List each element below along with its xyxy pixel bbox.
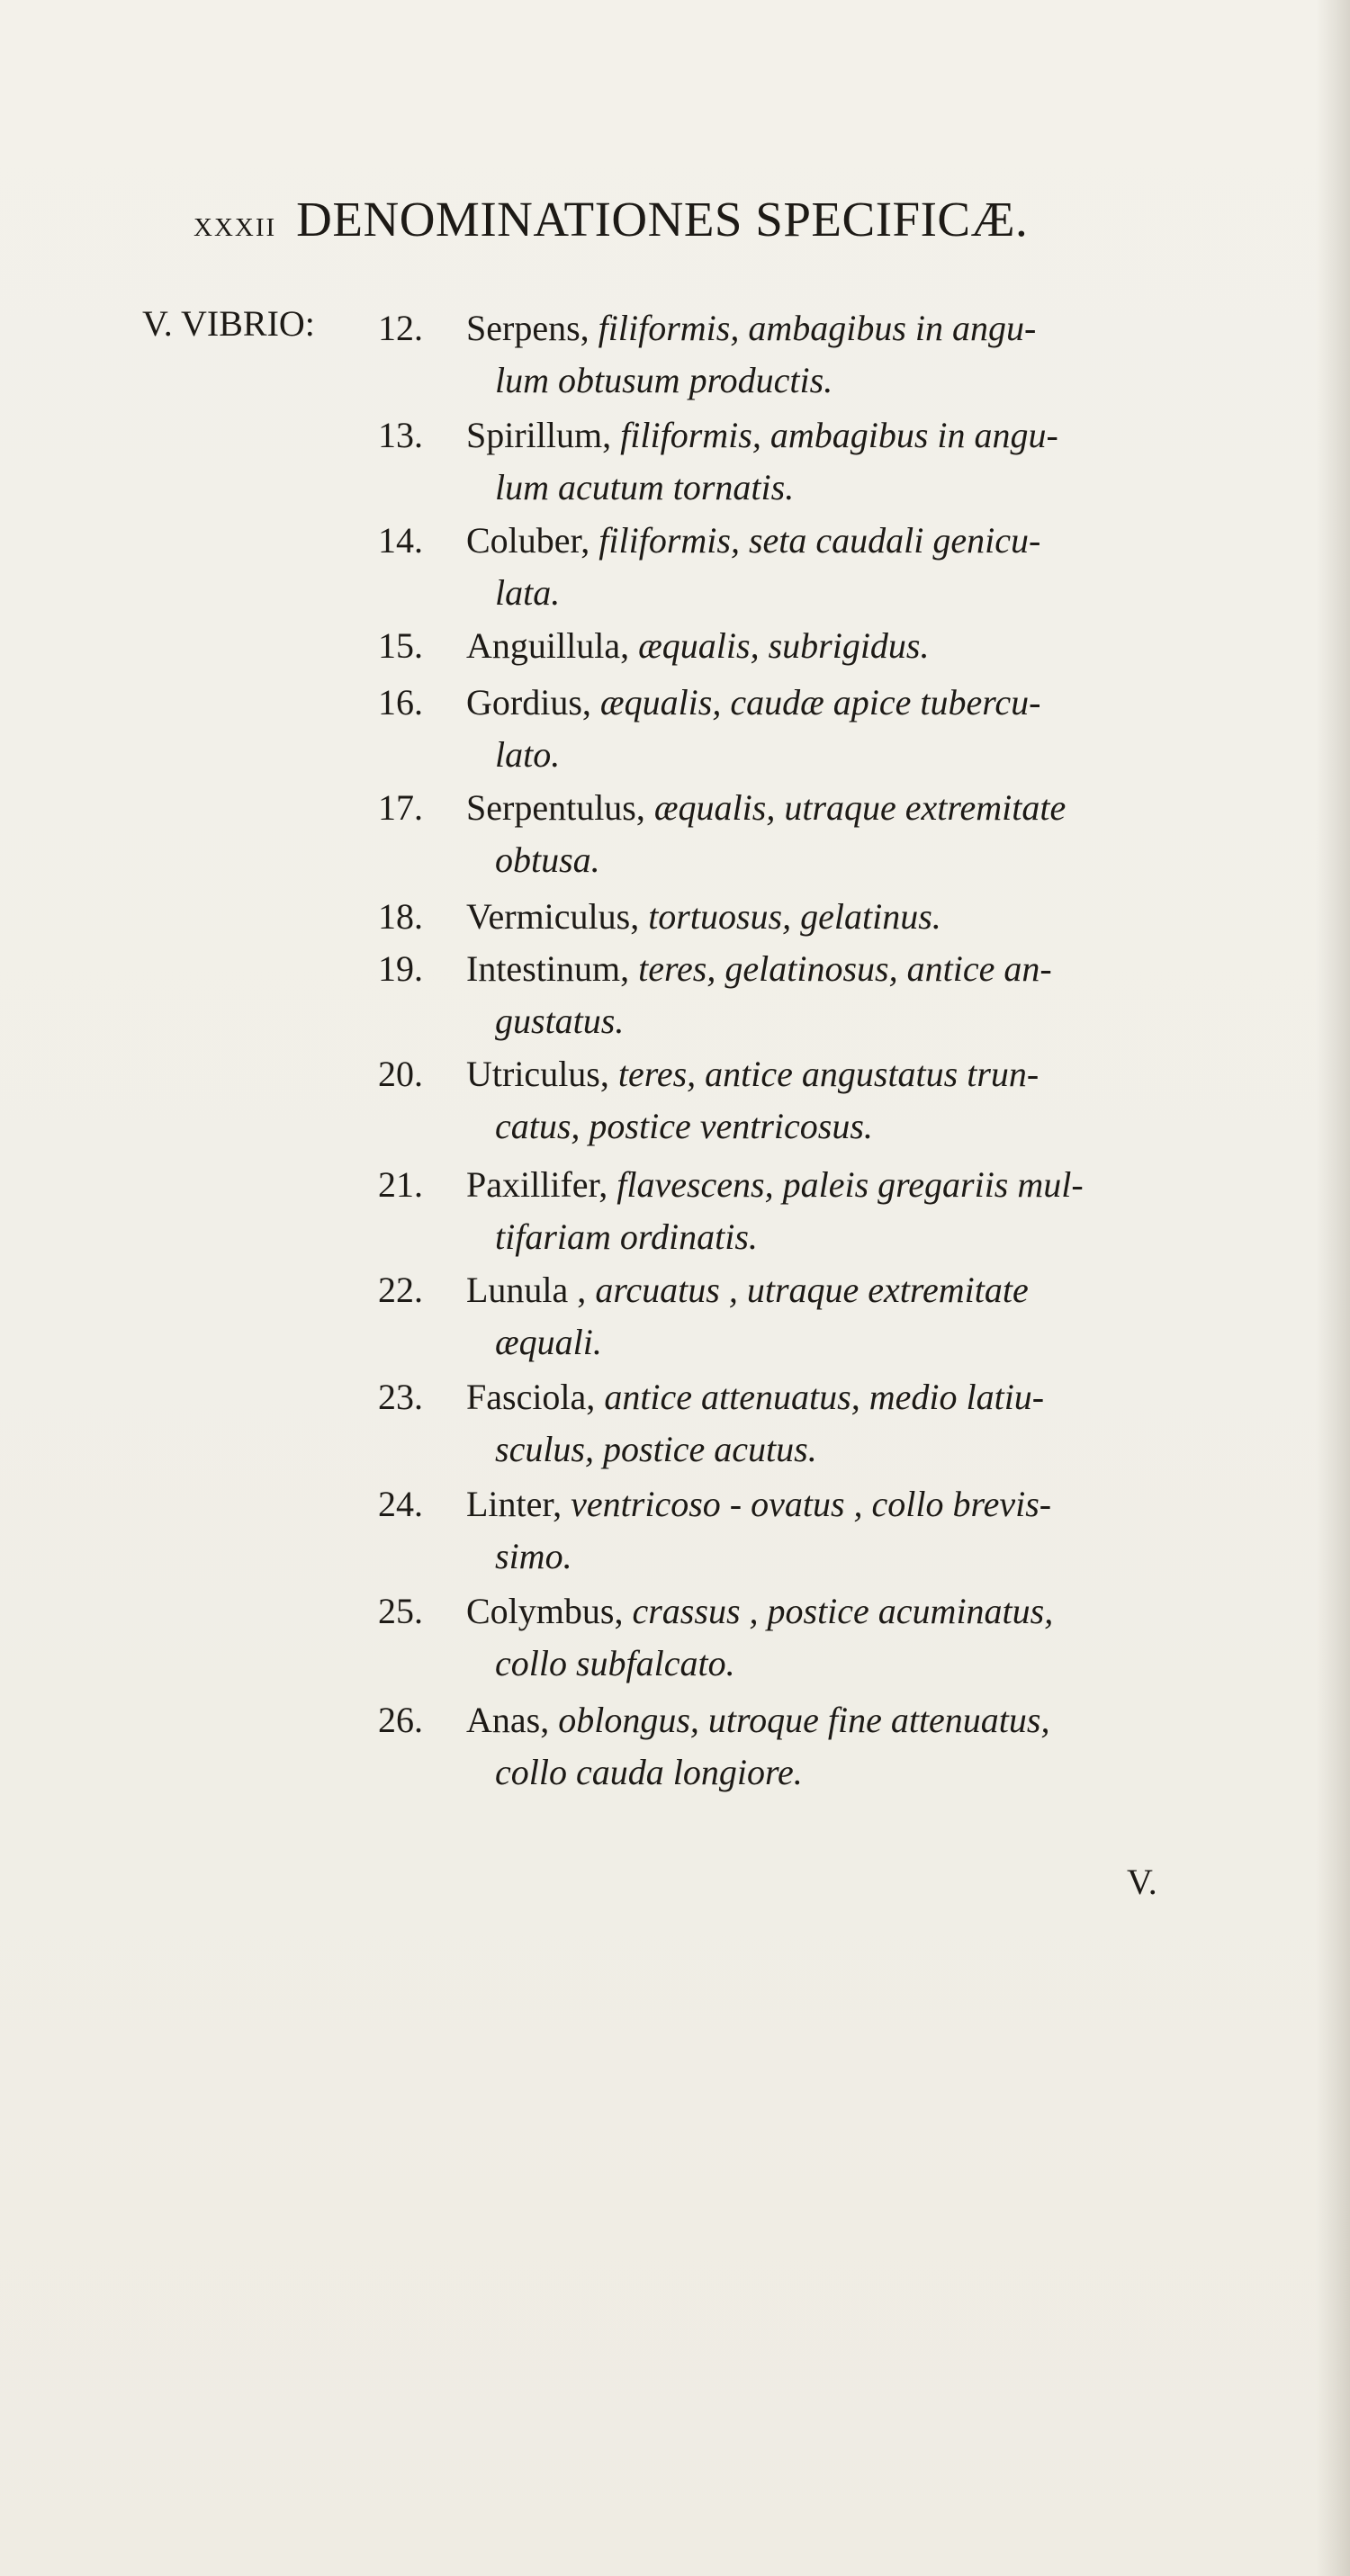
species-entry — [378, 1585, 1224, 1690]
entry-body — [466, 515, 1224, 619]
species-entry — [378, 302, 1224, 407]
species-description: æqualis, utraque extremitate — [653, 787, 1066, 828]
species-entry — [378, 677, 1224, 781]
species-description: æqualis, caudæ apice tubercu- — [599, 682, 1041, 723]
page-gutter-shadow — [1316, 0, 1350, 2576]
species-entry — [378, 891, 1224, 943]
species-entry — [378, 943, 1224, 1047]
catchword: V. — [1127, 1862, 1157, 1902]
entry-body — [466, 302, 1224, 407]
page-folio: xxxii — [194, 202, 277, 244]
species-description: oblongus, utroque fine attenuatus, — [558, 1700, 1050, 1740]
species-description: teres, gelatinosus, antice an- — [638, 948, 1052, 989]
species-name: Paxillifer, — [466, 1164, 608, 1205]
species-description: antice attenuatus, medio latiu- — [604, 1377, 1045, 1417]
species-description: æqualis, subrigidus. — [638, 625, 930, 666]
entry-number: 19. — [378, 948, 423, 989]
species-description: filiformis, ambagibus in angu- — [620, 415, 1058, 455]
species-name: Serpens, — [466, 308, 590, 348]
entry-number: 17. — [378, 787, 423, 828]
species-description-continued: simo. — [495, 1536, 572, 1576]
entry-number: 26. — [378, 1700, 423, 1740]
entry-number: 12. — [378, 308, 423, 348]
entry-body — [466, 1159, 1224, 1263]
species-description-continued: lato. — [495, 734, 561, 775]
species-name: Coluber, — [466, 520, 590, 561]
running-title: DENOMINATIONES SPECIFICÆ. — [296, 192, 1029, 247]
entry-body — [466, 1048, 1224, 1153]
entry-body — [466, 620, 1224, 672]
species-entry — [378, 782, 1224, 886]
entry-body — [466, 891, 1224, 943]
species-description: tortuosus, gelatinus. — [648, 896, 941, 937]
species-name: Utriculus, — [466, 1054, 609, 1094]
species-description: arcuatus , utraque extremitate — [595, 1270, 1029, 1310]
entry-number: 24. — [378, 1484, 423, 1524]
entry-number: 21. — [378, 1164, 423, 1205]
entry-body — [466, 1264, 1224, 1369]
species-name: Serpentulus, — [466, 787, 645, 828]
species-description-continued: æquali. — [495, 1322, 602, 1362]
entry-body — [466, 943, 1224, 1047]
species-description-continued: lata. — [495, 572, 561, 613]
species-name: Anas, — [466, 1700, 550, 1740]
entry-body — [466, 409, 1224, 514]
species-name: Anguillula, — [466, 625, 630, 666]
species-description-continued: collo cauda longiore. — [495, 1752, 803, 1792]
entry-number: 13. — [378, 415, 423, 455]
entry-number: 15. — [378, 625, 423, 666]
species-description: ventricoso - ovatus , collo brevis- — [571, 1484, 1052, 1524]
species-entry — [378, 620, 1224, 672]
species-name: Vermiculus, — [466, 896, 640, 937]
entry-number: 22. — [378, 1270, 423, 1310]
running-header — [194, 191, 1166, 254]
species-name: Gordius, — [466, 682, 591, 723]
species-description-continued: sculus, postice acutus. — [495, 1429, 817, 1469]
entry-body — [466, 1478, 1224, 1583]
species-description-continued: obtusa. — [495, 839, 600, 880]
species-entry — [378, 515, 1224, 619]
species-description-continued: tifariam ordinatis. — [495, 1216, 758, 1257]
entry-number: 18. — [378, 896, 423, 937]
entry-body — [466, 1585, 1224, 1690]
species-name: Spirillum, — [466, 415, 612, 455]
species-name: Fasciola, — [466, 1377, 596, 1417]
entry-body — [466, 1694, 1224, 1799]
species-entry — [378, 1478, 1224, 1583]
species-description: filiformis, seta caudali genicu- — [598, 520, 1041, 561]
species-description-continued: collo subfalcato. — [495, 1643, 735, 1683]
species-name: Intestinum, — [466, 948, 630, 989]
species-description-continued: lum acutum tornatis. — [495, 467, 795, 507]
entry-number: 23. — [378, 1377, 423, 1417]
entry-number: 20. — [378, 1054, 423, 1094]
entry-number: 16. — [378, 682, 423, 723]
species-entry — [378, 1159, 1224, 1263]
entry-body — [466, 1371, 1224, 1476]
species-entry — [378, 1048, 1224, 1153]
species-entry — [378, 409, 1224, 514]
species-description: filiformis, ambagibus in angu- — [598, 308, 1037, 348]
species-name: Colymbus, — [466, 1591, 624, 1631]
species-description: crassus , postice acuminatus, — [632, 1591, 1054, 1631]
genus-label: V. VIBRIO: — [142, 303, 315, 344]
entry-number: 14. — [378, 520, 423, 561]
entry-number: 25. — [378, 1591, 423, 1631]
species-name: Lunula , — [466, 1270, 587, 1310]
species-entry — [378, 1264, 1224, 1369]
entry-body — [466, 677, 1224, 781]
species-description-continued: catus, postice ventricosus. — [495, 1106, 873, 1146]
species-description-continued: gustatus. — [495, 1001, 625, 1041]
species-entry — [378, 1371, 1224, 1476]
species-entry — [378, 1694, 1224, 1799]
entry-body — [466, 782, 1224, 886]
species-name: Linter, — [466, 1484, 562, 1524]
species-description: flavescens, paleis gregariis mul- — [616, 1164, 1084, 1205]
species-description-continued: lum obtusum productis. — [495, 360, 833, 400]
species-description: teres, antice angustatus trun- — [617, 1054, 1040, 1094]
